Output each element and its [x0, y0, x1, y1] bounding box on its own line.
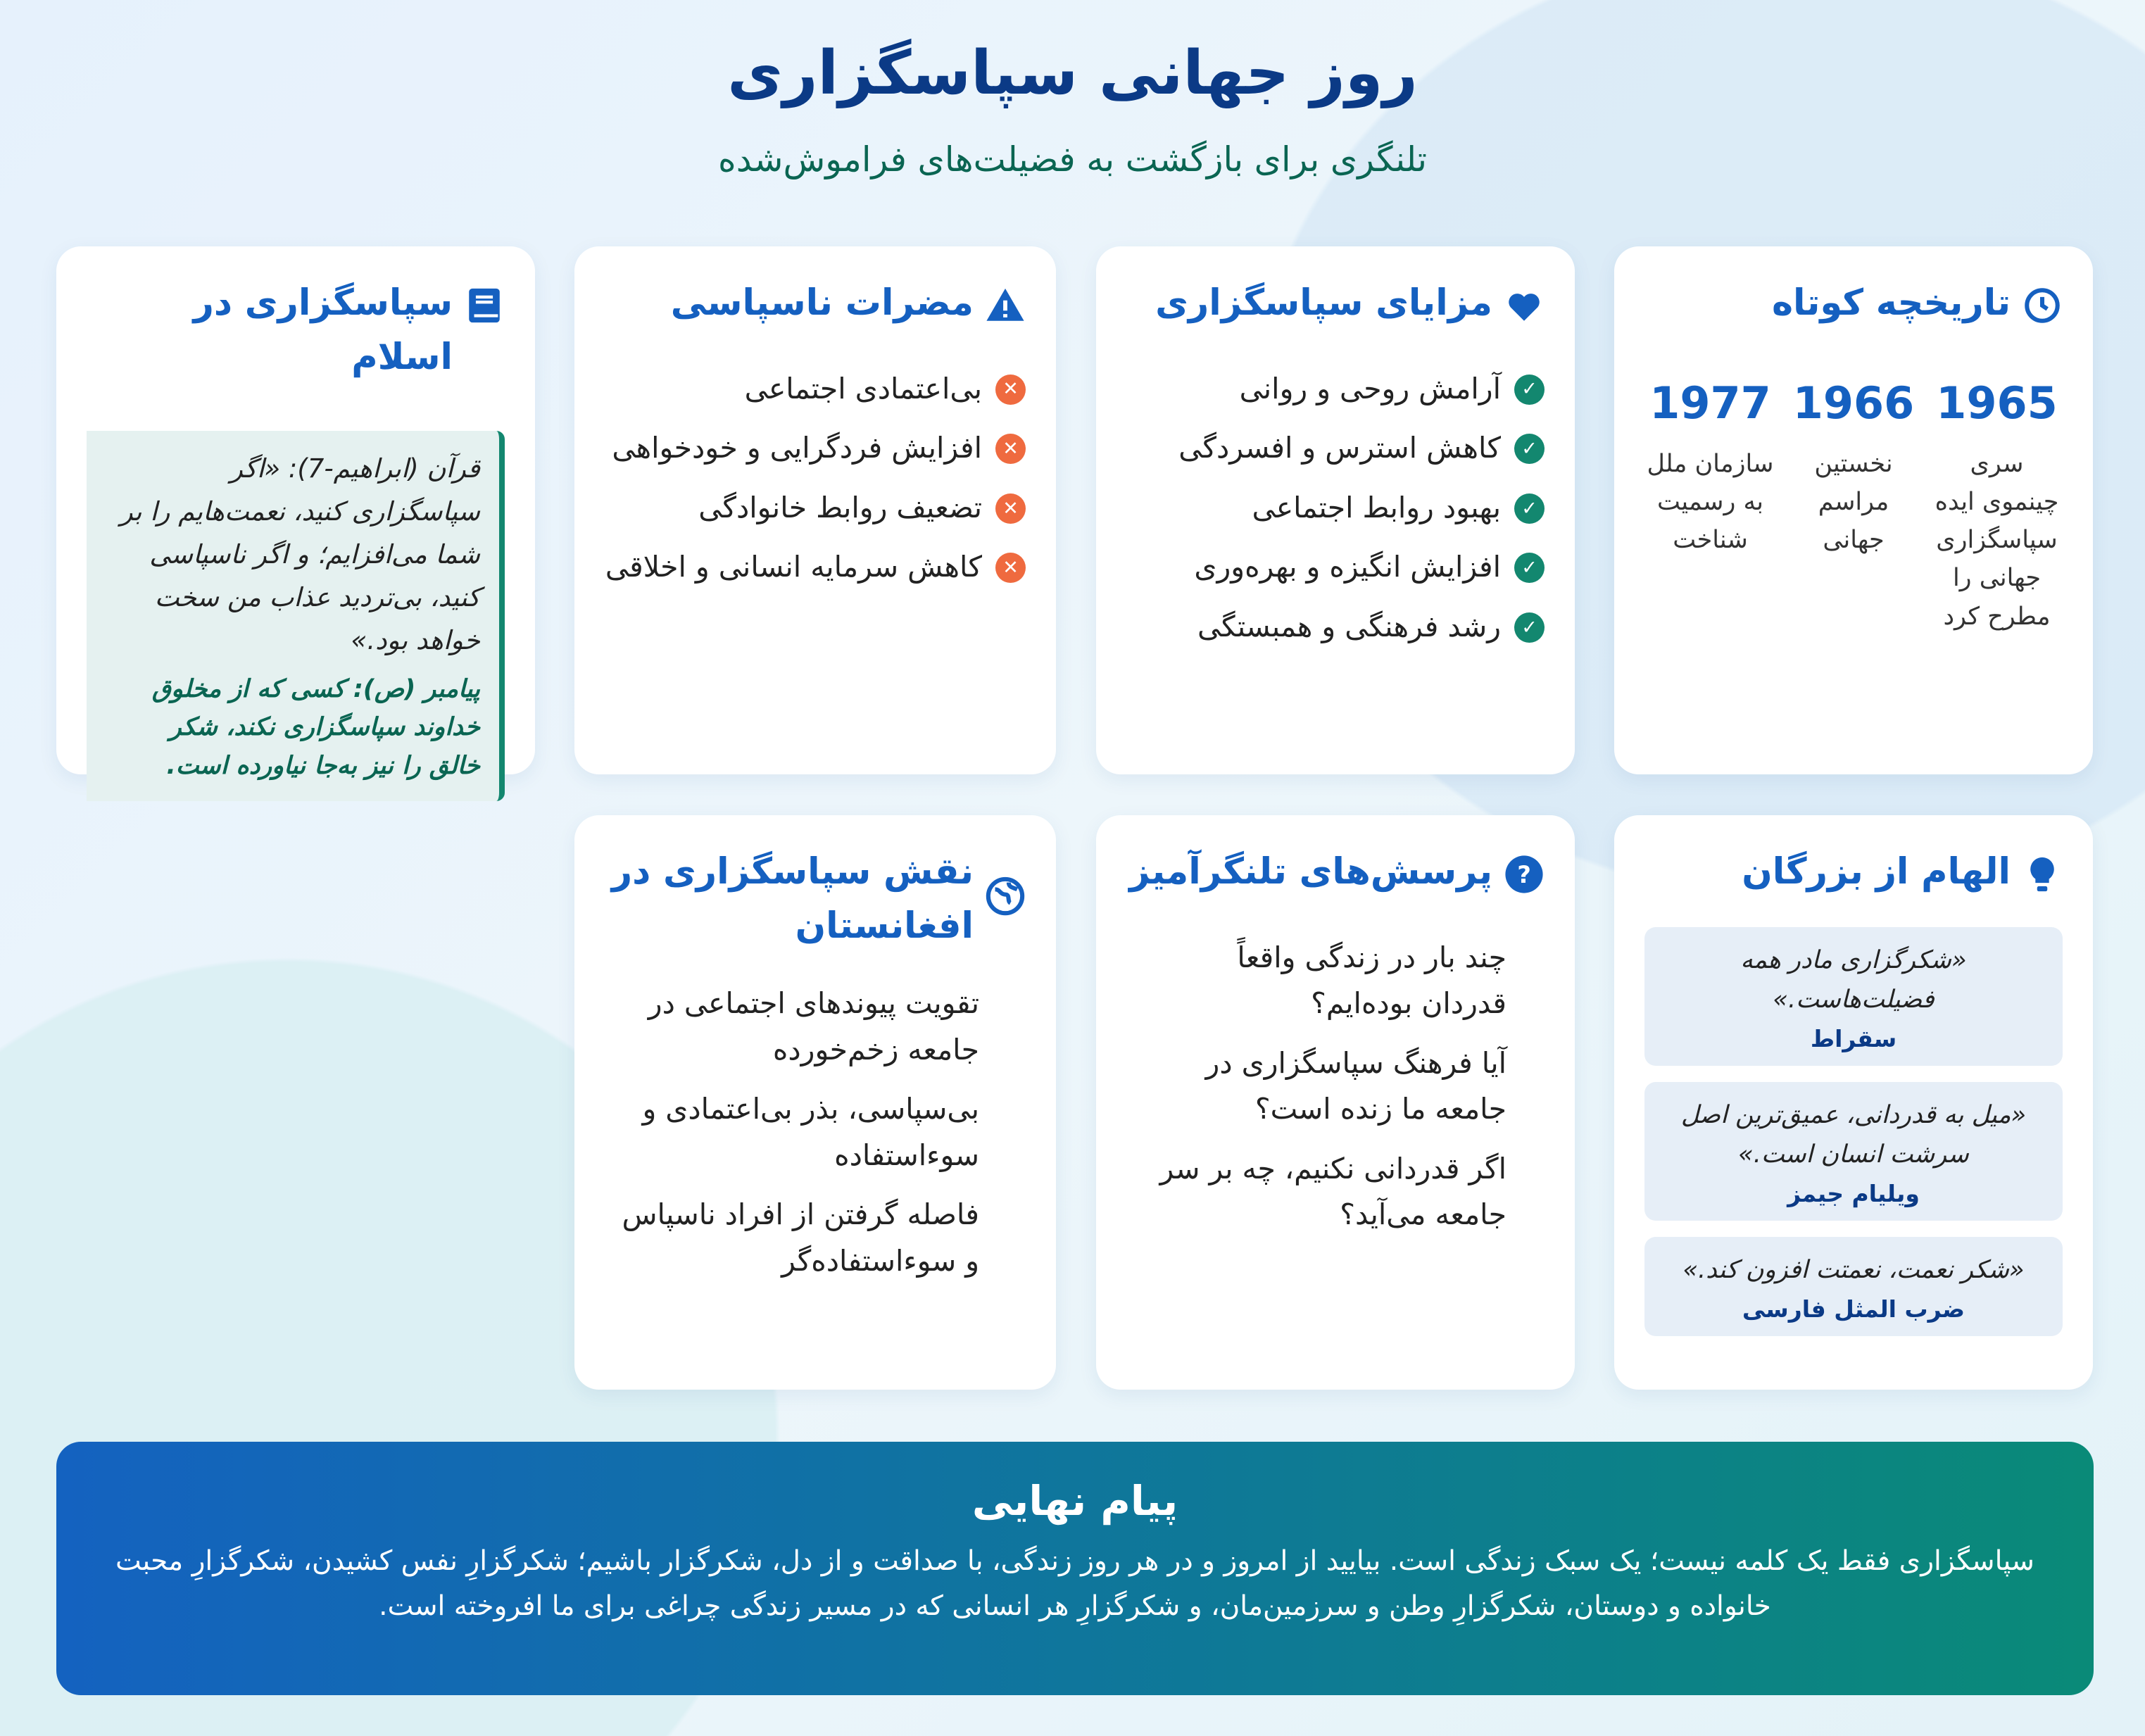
x-icon: ✕: [995, 434, 1026, 464]
warning-icon: [985, 285, 1026, 326]
arrow-icon: ←: [996, 1197, 1022, 1233]
arrow-icon: ←: [996, 986, 1022, 1022]
benefits-card: [1096, 246, 1575, 774]
list-item: [605, 485, 1026, 532]
question-mark-icon: ؟: [1526, 1158, 1538, 1181]
final-text: سپاسگزاری فقط یک کلمه نیست؛ یک سبک زندگی است. بیایید از امروز و در هر روز زندگی، با صداقت و از دل، شکرگزار باشیم؛ شکرگزارِ نفس کشیدن، شکرگزارِ محبت خانواده و دوستان، شکرگزارِ وطن و سرزمین‌مان، و شکرگزارِ هر انسانی که در مسیر زندگی چراغی برای ما افروخته است.: [115, 1545, 2034, 1623]
list-item: [1126, 366, 1545, 413]
final-title: پیام نهایی: [971, 1477, 1178, 1525]
card-title: پرسش‌های تلنگرآمیز: [1129, 851, 1492, 893]
svg-text:?: ?: [1517, 861, 1531, 889]
item-text: افزایش فردگرایی و خودخواهی: [612, 431, 982, 465]
item-text: تقویت پیوندهای اجتماعی در جامعه زخم‌خورده: [648, 986, 979, 1067]
quote-box: [87, 431, 505, 801]
history-icon: [2022, 285, 2063, 326]
list-item: [1126, 425, 1545, 472]
list-item: [1126, 604, 1545, 650]
page-title: روز جهانی سپاسگزاری: [727, 38, 1418, 108]
quote-author: ویلیام جیمز: [1787, 1179, 1920, 1207]
item-text: آیا فرهنگ سپاسگزاری در جامعه ما زنده است؟: [1205, 1045, 1506, 1126]
quote-item: [1644, 927, 2063, 1066]
list-item: [605, 366, 1026, 413]
afghanistan-card: [574, 815, 1056, 1390]
item-text: فاصله گرفتن از افراد ناسپاس و سوءاستفاده‌گر: [622, 1197, 979, 1278]
timeline-item: [1931, 377, 2063, 636]
card-title: الهام از بزرگان: [1742, 851, 2011, 893]
item-text: آرامش روحی و روانی: [1239, 371, 1501, 405]
quote-author: سقراط: [1810, 1024, 1897, 1052]
list-item: [605, 981, 1026, 1073]
x-icon: ✕: [995, 553, 1026, 583]
item-text: رشد فرهنگی و همبستگی: [1197, 609, 1501, 643]
check-icon: ✓: [1514, 375, 1545, 405]
list-item: [1154, 1040, 1545, 1133]
heart-icon: [1504, 285, 1545, 326]
item-text: «شکرگزاری مادر همه فضیلت‌هاست.»: [1740, 945, 1967, 1014]
item-text: بهبود روابط اجتماعی: [1252, 490, 1501, 524]
item-text: افزایش انگیزه و بهره‌وری: [1194, 550, 1501, 584]
item-text: «شکر نعمت، نعمتت افزون کند.»: [1682, 1255, 2025, 1284]
book-icon: [464, 285, 505, 326]
year-text: سازمان ملل به رسمیت شناخت: [1647, 449, 1774, 554]
card-title: مضرات ناسپاسی: [670, 282, 974, 324]
item-text: بی‌سپاسی، بذر بی‌اعتمادی و سوءاستفاده: [642, 1092, 979, 1172]
item-text: اگر قدردانی نکنیم، چه بر سر جامعه می‌آید؟: [1159, 1151, 1506, 1232]
quran-quote: قرآن (ابراهیم-7): «اگر سپاسگزاری کنید، نعمت‌هایم را بر شما می‌افزایم؛ و اگر ناسپاسی کنید، بی‌تردید عذاب من سخت خواهد بود.»: [120, 453, 480, 656]
item-text: بی‌اعتمادی اجتماعی: [744, 371, 982, 405]
year-text: سری چینموی ایده سپاسگزاری جهانی را مطرح کرد: [1935, 449, 2059, 631]
quote-item: [1644, 1082, 2063, 1221]
lightbulb-icon: [2022, 854, 2063, 895]
card-title: مزایای سپاسگزاری: [1155, 282, 1492, 324]
inspiration-card: [1614, 815, 2093, 1390]
list-item: [1154, 935, 1545, 1027]
card-title: سپاسگزاری در اسلام: [193, 282, 453, 378]
list-item: [605, 544, 1026, 591]
list-item: [605, 1192, 1026, 1284]
question-mark-icon: ؟: [1526, 1052, 1538, 1075]
check-icon: ✓: [1514, 493, 1545, 524]
timeline-item: [1788, 377, 1920, 636]
history-card: [1614, 246, 2093, 774]
question-mark-icon: ؟: [1526, 947, 1538, 969]
hadith-quote: پیامبر (ص): کسی که از مخلوق خداوند سپاسگزاری نکند، شکر خالق را نیز به‌جا نیاورده است.: [151, 675, 480, 780]
item-text: «میل به قدردانی، عمیق‌ترین اصل سرشت انسان است.»: [1680, 1100, 2027, 1169]
list-item: [1154, 1146, 1545, 1238]
timeline-item: [1644, 377, 1776, 636]
card-title: نقش سپاسگزاری در افغانستان: [611, 851, 974, 947]
islam-card: [56, 246, 535, 780]
globe-icon: [985, 876, 1026, 917]
list-item: [605, 1086, 1026, 1178]
year: 1966: [1792, 377, 1915, 429]
list-item: [1126, 485, 1545, 532]
x-icon: ✕: [995, 375, 1026, 405]
arrow-icon: ←: [996, 1092, 1022, 1128]
item-text: کاهش استرس و افسردگی: [1178, 431, 1501, 465]
x-icon: ✕: [995, 493, 1026, 524]
questions-card: [1096, 815, 1575, 1390]
check-icon: ✓: [1514, 612, 1545, 643]
year-text: نخستین مراسم جهانی: [1814, 449, 1893, 554]
harms-card: [574, 246, 1056, 774]
card-title: تاریخچه کوتاه: [1771, 282, 2011, 324]
item-text: چند بار در زندگی واقعاً قدردان بوده‌ایم؟: [1237, 940, 1506, 1021]
item-text: کاهش سرمایه انسانی و اخلاقی: [605, 550, 982, 584]
list-item: [1126, 544, 1545, 591]
quote-author: ضرب المثل فارسی: [1742, 1295, 1965, 1323]
list-item: [605, 425, 1026, 472]
final-message-banner: [56, 1442, 2094, 1695]
quote-item: [1644, 1237, 2063, 1336]
question-icon: [1504, 854, 1545, 895]
check-icon: ✓: [1514, 434, 1545, 464]
item-text: تضعیف روابط خانوادگی: [698, 490, 982, 524]
year: 1965: [1936, 377, 2058, 429]
check-icon: ✓: [1514, 553, 1545, 583]
year: 1977: [1649, 377, 1771, 429]
page-subtitle: تلنگری برای بازگشت به فضیلت‌های فراموش‌شده: [718, 139, 1427, 180]
